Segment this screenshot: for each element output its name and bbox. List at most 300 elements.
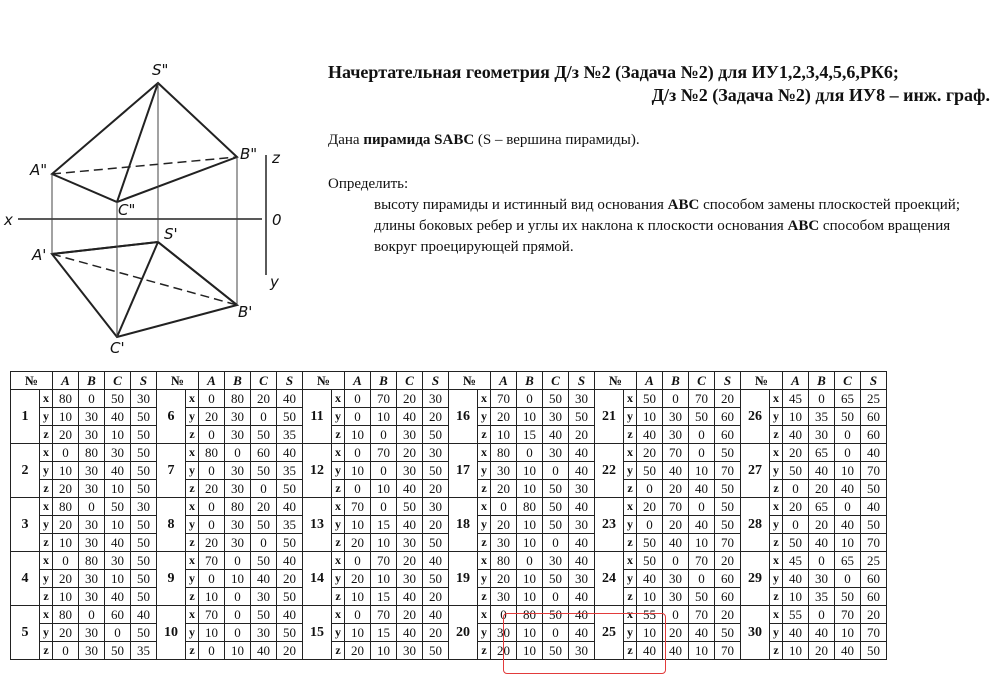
coordinate-cell: 35 xyxy=(277,426,303,444)
coordinate-cell: 20 xyxy=(277,570,303,588)
coordinate-cell: 50 xyxy=(637,390,663,408)
coordinate-cell: 70 xyxy=(371,606,397,624)
coordinate-cell: 30 xyxy=(79,570,105,588)
coordinate-cell: 10 xyxy=(517,480,543,498)
coordinate-cell: 30 xyxy=(663,570,689,588)
axis-label: y xyxy=(332,516,345,534)
coordinate-cell: 80 xyxy=(79,444,105,462)
coordinate-cell: 0 xyxy=(663,390,689,408)
label-b-frontal: B" xyxy=(240,145,258,163)
axis-label: y xyxy=(624,462,637,480)
variant-number: 20 xyxy=(449,606,478,660)
variant-number: 11 xyxy=(303,390,332,444)
coordinate-cell: 40 xyxy=(783,426,809,444)
coordinate-cell: 30 xyxy=(251,588,277,606)
variant-number: 16 xyxy=(449,390,478,444)
axis-label: y xyxy=(186,624,199,642)
coordinate-cell: 40 xyxy=(251,570,277,588)
coordinate-cell: 20 xyxy=(663,624,689,642)
coordinate-cell: 55 xyxy=(637,606,663,624)
coordinate-cell: 80 xyxy=(517,498,543,516)
coordinate-cell: 40 xyxy=(809,462,835,480)
variant-number: 29 xyxy=(741,552,770,606)
axis-label: z xyxy=(624,534,637,552)
coordinate-cell: 10 xyxy=(53,588,79,606)
coordinate-cell: 40 xyxy=(569,588,595,606)
coordinate-cell: 60 xyxy=(105,606,131,624)
coordinate-cell: 50 xyxy=(423,462,449,480)
coordinate-cell: 30 xyxy=(79,624,105,642)
coordinate-cell: 50 xyxy=(689,408,715,426)
coordinate-cell: 35 xyxy=(809,408,835,426)
coordinate-cell: 50 xyxy=(715,624,741,642)
axis-label: z xyxy=(40,642,53,660)
variant-number: 14 xyxy=(303,552,332,606)
coordinate-cell: 30 xyxy=(663,588,689,606)
coordinate-cell: 10 xyxy=(517,462,543,480)
coordinate-cell: 50 xyxy=(861,516,887,534)
coordinate-cell: 30 xyxy=(225,462,251,480)
coordinate-cell: 0 xyxy=(783,516,809,534)
header-point: C xyxy=(251,372,277,390)
coordinate-cell: 30 xyxy=(491,462,517,480)
coordinate-cell: 30 xyxy=(543,552,569,570)
header-point: C xyxy=(543,372,569,390)
coordinate-cell: 60 xyxy=(861,408,887,426)
coordinate-cell: 30 xyxy=(79,408,105,426)
variant-number: 24 xyxy=(595,552,624,606)
axis-label: x xyxy=(624,606,637,624)
coordinate-cell: 35 xyxy=(809,588,835,606)
coordinate-cell: 10 xyxy=(689,462,715,480)
table-row xyxy=(11,444,887,462)
coordinate-cell: 40 xyxy=(835,642,861,660)
coordinate-cell: 0 xyxy=(345,606,371,624)
coordinate-cell: 10 xyxy=(517,570,543,588)
axis-label: y xyxy=(478,462,491,480)
header-number: № xyxy=(449,372,491,390)
label-c-frontal: C" xyxy=(118,201,136,219)
axis-label: z xyxy=(40,534,53,552)
coordinate-cell: 50 xyxy=(835,408,861,426)
coordinate-cell: 50 xyxy=(251,606,277,624)
axis-label: z xyxy=(186,588,199,606)
axis-label: y xyxy=(40,516,53,534)
coordinate-cell: 10 xyxy=(517,534,543,552)
coordinate-cell: 20 xyxy=(345,534,371,552)
coordinate-cell: 70 xyxy=(715,642,741,660)
coordinate-cell: 20 xyxy=(345,570,371,588)
coordinate-cell: 30 xyxy=(79,516,105,534)
coordinate-cell: 0 xyxy=(53,642,79,660)
coordinate-cell: 50 xyxy=(543,570,569,588)
coordinate-cell: 10 xyxy=(637,624,663,642)
coordinate-cell: 50 xyxy=(131,444,157,462)
coordinate-cell: 30 xyxy=(225,534,251,552)
coordinate-cell: 50 xyxy=(251,552,277,570)
coordinate-cell: 10 xyxy=(105,480,131,498)
coordinate-cell: 30 xyxy=(663,408,689,426)
variant-number: 18 xyxy=(449,498,478,552)
header-point: S xyxy=(861,372,887,390)
coordinate-cell: 10 xyxy=(689,642,715,660)
coordinate-cell: 80 xyxy=(79,552,105,570)
axis-label: x xyxy=(770,444,783,462)
coordinate-cell: 70 xyxy=(663,498,689,516)
coordinate-cell: 65 xyxy=(809,444,835,462)
coordinate-cell: 50 xyxy=(689,588,715,606)
axis-label: x xyxy=(40,390,53,408)
axis-label: y xyxy=(770,516,783,534)
label-s-frontal: S" xyxy=(152,61,169,79)
header-point: A xyxy=(345,372,371,390)
coordinate-cell: 60 xyxy=(715,588,741,606)
coordinate-cell: 70 xyxy=(491,390,517,408)
coordinate-cell: 0 xyxy=(53,552,79,570)
coordinate-cell: 50 xyxy=(251,426,277,444)
coordinate-cell: 0 xyxy=(637,480,663,498)
header-point: B xyxy=(371,372,397,390)
coordinate-cell: 40 xyxy=(835,516,861,534)
axis-label: x xyxy=(770,606,783,624)
coordinate-cell: 10 xyxy=(517,516,543,534)
coordinate-cell: 50 xyxy=(277,408,303,426)
coordinate-cell: 20 xyxy=(345,642,371,660)
coordinate-cell: 80 xyxy=(53,498,79,516)
coordinate-cell: 20 xyxy=(251,390,277,408)
axis-label: z xyxy=(770,480,783,498)
variant-number: 10 xyxy=(157,606,186,660)
coordinate-cell: 10 xyxy=(783,642,809,660)
coordinate-cell: 10 xyxy=(835,462,861,480)
table-row xyxy=(11,390,887,408)
coordinate-cell: 20 xyxy=(783,444,809,462)
coordinate-cell: 60 xyxy=(715,408,741,426)
variant-number: 19 xyxy=(449,552,478,606)
coordinate-cell: 0 xyxy=(835,498,861,516)
coordinate-cell: 10 xyxy=(371,408,397,426)
coordinate-cell: 50 xyxy=(397,498,423,516)
header-point: S xyxy=(277,372,303,390)
coordinate-cell: 70 xyxy=(715,462,741,480)
variant-number: 17 xyxy=(449,444,478,498)
coordinate-cell: 65 xyxy=(809,498,835,516)
coordinate-cell: 20 xyxy=(637,498,663,516)
coordinate-cell: 0 xyxy=(543,588,569,606)
task-item-1: высоту пирамиды и истинный вид основания ABC способом замены плоскостей проекций; xyxy=(374,197,960,213)
coordinate-cell: 40 xyxy=(861,444,887,462)
coordinate-cell: 50 xyxy=(637,534,663,552)
coordinate-cell: 30 xyxy=(491,534,517,552)
variant-number: 30 xyxy=(741,606,770,660)
coordinate-cell: 0 xyxy=(79,498,105,516)
coordinate-cell: 50 xyxy=(131,516,157,534)
axis-label: x xyxy=(186,444,199,462)
title-line-2: Д/з №2 (Задача №2) для ИУ8 – инж. граф. xyxy=(651,85,990,105)
coordinate-cell: 30 xyxy=(663,426,689,444)
coordinate-cell: 0 xyxy=(199,498,225,516)
coordinate-cell: 30 xyxy=(491,588,517,606)
coordinate-cell: 30 xyxy=(79,426,105,444)
coordinate-cell: 40 xyxy=(689,516,715,534)
coordinate-cell: 0 xyxy=(517,444,543,462)
coordinate-cell: 40 xyxy=(663,642,689,660)
coordinate-cell: 50 xyxy=(277,588,303,606)
coordinate-cell: 20 xyxy=(491,480,517,498)
header-point: B xyxy=(225,372,251,390)
coordinate-cell: 40 xyxy=(861,498,887,516)
coordinate-cell: 0 xyxy=(225,588,251,606)
coordinate-cell: 70 xyxy=(371,552,397,570)
variant-number: 26 xyxy=(741,390,770,444)
coordinate-cell: 0 xyxy=(809,606,835,624)
axis-label: z xyxy=(770,588,783,606)
coordinate-cell: 20 xyxy=(569,426,595,444)
coordinate-cell: 70 xyxy=(199,552,225,570)
coordinate-cell: 30 xyxy=(225,516,251,534)
coordinate-cell: 0 xyxy=(225,606,251,624)
axis-label: x xyxy=(478,552,491,570)
coordinate-cell: 10 xyxy=(53,408,79,426)
coordinate-cell: 40 xyxy=(569,552,595,570)
variant-number: 25 xyxy=(595,606,624,660)
coordinate-cell: 0 xyxy=(637,516,663,534)
coordinate-cell: 10 xyxy=(345,588,371,606)
coordinate-cell: 40 xyxy=(663,462,689,480)
coordinate-cell: 40 xyxy=(423,552,449,570)
coordinate-cell: 70 xyxy=(345,498,371,516)
coordinate-cell: 10 xyxy=(517,642,543,660)
coordinate-cell: 40 xyxy=(397,588,423,606)
axis-label: x xyxy=(770,498,783,516)
axis-label: x xyxy=(478,390,491,408)
table-row xyxy=(11,552,887,570)
coordinate-cell: 50 xyxy=(131,534,157,552)
axis-label: z xyxy=(186,480,199,498)
axis-label: y xyxy=(478,624,491,642)
coordinate-cell: 50 xyxy=(783,534,809,552)
axis-label: y xyxy=(186,570,199,588)
coordinate-cell: 10 xyxy=(689,534,715,552)
coordinate-cell: 0 xyxy=(543,534,569,552)
axis-label: y xyxy=(478,516,491,534)
coordinate-cell: 30 xyxy=(491,624,517,642)
coordinate-cell: 50 xyxy=(861,480,887,498)
variant-number: 1 xyxy=(11,390,40,444)
coordinate-cell: 0 xyxy=(543,624,569,642)
axis-label: x xyxy=(40,498,53,516)
coordinate-cell: 50 xyxy=(131,480,157,498)
axis-label: y xyxy=(770,408,783,426)
variant-number: 27 xyxy=(741,444,770,498)
coordinate-cell: 65 xyxy=(835,390,861,408)
coordinate-cell: 50 xyxy=(105,390,131,408)
coordinate-cell: 40 xyxy=(663,534,689,552)
coordinate-cell: 0 xyxy=(199,390,225,408)
coordinate-cell: 0 xyxy=(371,462,397,480)
coordinate-cell: 10 xyxy=(105,570,131,588)
coordinate-cell: 30 xyxy=(543,444,569,462)
coordinate-cell: 0 xyxy=(105,624,131,642)
coordinate-cell: 0 xyxy=(689,498,715,516)
axis-label: y xyxy=(40,408,53,426)
coordinate-cell: 20 xyxy=(423,588,449,606)
coordinate-cell: 40 xyxy=(131,606,157,624)
coordinate-cell: 0 xyxy=(53,444,79,462)
coordinate-cell: 0 xyxy=(345,390,371,408)
coordinate-cell: 40 xyxy=(689,480,715,498)
coordinate-cell: 45 xyxy=(783,390,809,408)
coordinate-cell: 0 xyxy=(251,408,277,426)
coordinate-cell: 0 xyxy=(689,426,715,444)
coordinate-cell: 40 xyxy=(251,642,277,660)
coordinate-cell: 10 xyxy=(517,624,543,642)
coordinate-cell: 50 xyxy=(543,642,569,660)
variant-number: 7 xyxy=(157,444,186,498)
coordinate-cell: 0 xyxy=(491,606,517,624)
coordinate-cell: 0 xyxy=(225,624,251,642)
label-c-horizontal: C' xyxy=(110,339,125,357)
axis-label: x xyxy=(332,498,345,516)
coordinate-cell: 70 xyxy=(861,534,887,552)
coordinate-cell: 20 xyxy=(277,642,303,660)
coordinate-cell: 50 xyxy=(277,534,303,552)
coordinate-cell: 50 xyxy=(715,480,741,498)
axis-label: z xyxy=(624,642,637,660)
coordinate-cell: 50 xyxy=(715,444,741,462)
coordinate-cell: 40 xyxy=(569,498,595,516)
coordinate-cell: 30 xyxy=(79,642,105,660)
coordinate-cell: 20 xyxy=(491,516,517,534)
axis-label: x xyxy=(332,390,345,408)
coordinate-cell: 20 xyxy=(423,408,449,426)
coordinate-cell: 10 xyxy=(345,426,371,444)
axis-label: z xyxy=(332,588,345,606)
coordinate-cell: 50 xyxy=(423,642,449,660)
coordinate-cell: 40 xyxy=(277,444,303,462)
coordinate-cell: 20 xyxy=(491,570,517,588)
coordinate-cell: 20 xyxy=(423,624,449,642)
axis-label: y xyxy=(624,624,637,642)
axis-label: z xyxy=(332,480,345,498)
coordinate-cell: 10 xyxy=(517,588,543,606)
coordinate-cell: 50 xyxy=(637,462,663,480)
coordinate-cell: 30 xyxy=(569,480,595,498)
axis-label: x xyxy=(332,606,345,624)
coordinate-cell: 20 xyxy=(809,516,835,534)
coordinate-cell: 15 xyxy=(371,516,397,534)
coordinate-cell: 0 xyxy=(809,552,835,570)
coordinate-cell: 20 xyxy=(715,606,741,624)
coordinate-cell: 65 xyxy=(835,552,861,570)
coordinate-cell: 40 xyxy=(397,516,423,534)
header-point: S xyxy=(715,372,741,390)
pyramid-projection-diagram xyxy=(0,55,300,365)
coordinate-cell: 80 xyxy=(53,390,79,408)
coordinate-cell: 50 xyxy=(543,480,569,498)
axis-label: z xyxy=(478,588,491,606)
coordinate-cell: 10 xyxy=(637,588,663,606)
header-point: A xyxy=(53,372,79,390)
coordinate-cell: 0 xyxy=(835,426,861,444)
variant-number: 15 xyxy=(303,606,332,660)
coordinate-cell: 10 xyxy=(371,480,397,498)
axis-label: y xyxy=(624,516,637,534)
coordinate-cell: 40 xyxy=(397,408,423,426)
coordinate-cell: 50 xyxy=(131,588,157,606)
coordinate-cell: 20 xyxy=(663,480,689,498)
coordinate-cell: 45 xyxy=(783,552,809,570)
axis-label: x xyxy=(332,552,345,570)
label-a-frontal: A" xyxy=(30,161,48,179)
variant-number: 8 xyxy=(157,498,186,552)
header-point: B xyxy=(663,372,689,390)
axis-label: z xyxy=(40,426,53,444)
coordinate-cell: 0 xyxy=(199,570,225,588)
coordinate-cell: 40 xyxy=(569,444,595,462)
header-point: S xyxy=(423,372,449,390)
header-number: № xyxy=(741,372,783,390)
coordinate-cell: 30 xyxy=(79,534,105,552)
coordinate-cell: 50 xyxy=(835,588,861,606)
coordinate-cell: 70 xyxy=(689,552,715,570)
coordinate-cell: 40 xyxy=(689,624,715,642)
label-a-horizontal: A' xyxy=(32,246,47,264)
coordinate-cell: 10 xyxy=(371,642,397,660)
axis-label: z xyxy=(770,534,783,552)
coordinate-cell: 30 xyxy=(225,408,251,426)
coordinate-cell: 30 xyxy=(131,390,157,408)
coordinate-cell: 20 xyxy=(199,534,225,552)
axis-label: y xyxy=(40,624,53,642)
label-z: z xyxy=(272,149,280,167)
coordinate-cell: 80 xyxy=(491,552,517,570)
header-point: B xyxy=(809,372,835,390)
axis-label: y xyxy=(40,570,53,588)
coordinate-cell: 30 xyxy=(105,552,131,570)
coordinate-cell: 50 xyxy=(861,642,887,660)
coordinate-cell: 0 xyxy=(835,444,861,462)
coordinate-cell: 0 xyxy=(345,408,371,426)
axis-label: y xyxy=(332,462,345,480)
coordinate-cell: 10 xyxy=(225,642,251,660)
axis-label: z xyxy=(332,534,345,552)
coordinate-cell: 50 xyxy=(277,480,303,498)
coordinate-cell: 60 xyxy=(715,426,741,444)
axis-label: z xyxy=(40,480,53,498)
axis-label: x xyxy=(624,552,637,570)
coordinate-cell: 50 xyxy=(543,498,569,516)
coordinate-cell: 20 xyxy=(397,552,423,570)
coordinate-cell: 0 xyxy=(663,606,689,624)
coordinate-cell: 50 xyxy=(543,390,569,408)
variant-number: 6 xyxy=(157,390,186,444)
coordinate-cell: 80 xyxy=(491,444,517,462)
axis-label: x xyxy=(40,444,53,462)
coordinate-cell: 50 xyxy=(543,606,569,624)
axis-label: x xyxy=(624,444,637,462)
coordinate-cell: 10 xyxy=(199,588,225,606)
coordinate-cell: 50 xyxy=(423,426,449,444)
header-point: C xyxy=(397,372,423,390)
axis-label: z xyxy=(186,642,199,660)
label-b-horizontal: B' xyxy=(238,303,253,321)
coordinate-cell: 40 xyxy=(277,498,303,516)
coordinate-cell: 20 xyxy=(663,516,689,534)
axis-label: y xyxy=(770,624,783,642)
coordinate-cell: 30 xyxy=(543,408,569,426)
coordinate-cell: 0 xyxy=(251,534,277,552)
